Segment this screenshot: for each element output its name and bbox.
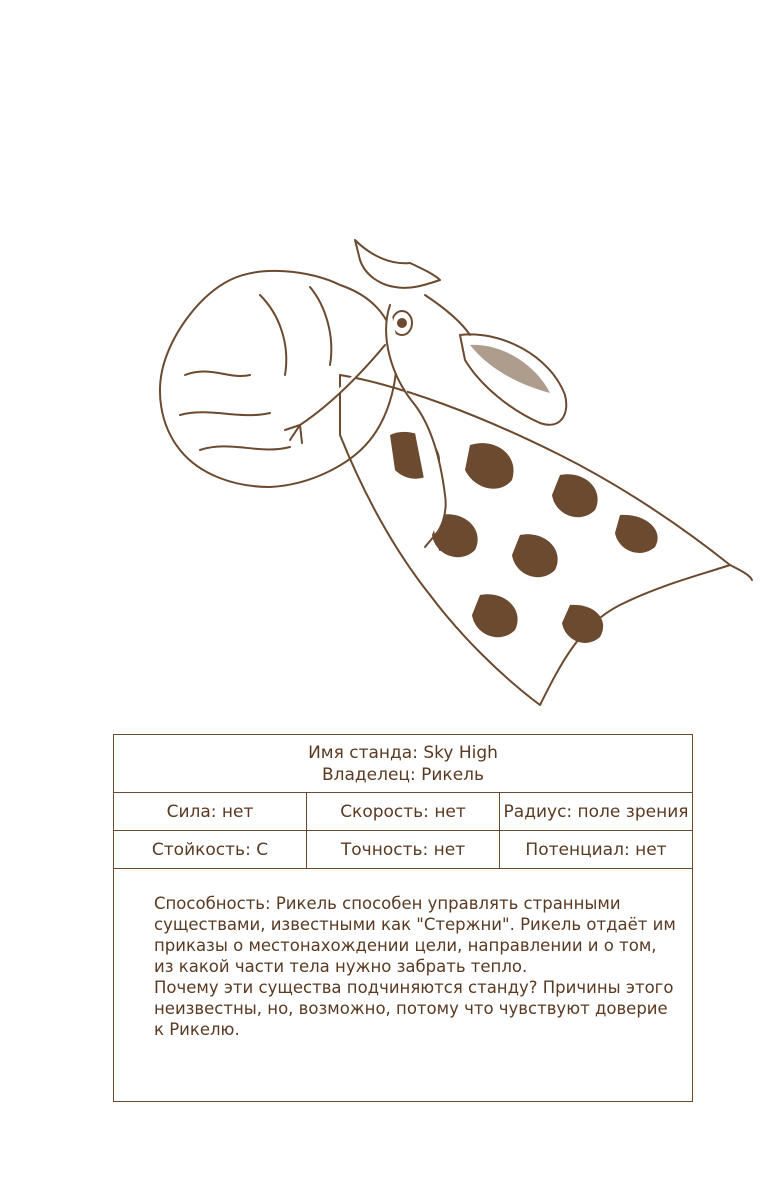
stat-strength: Сила: нет [114, 793, 307, 830]
stat-durability: Стойкость: С [114, 831, 307, 868]
stat-row-1 [114, 793, 692, 831]
stat-precision: Точность: нет [307, 831, 500, 868]
ability-line: из какой части тела нужно забрать тепло. [154, 957, 528, 976]
stand-illustration [140, 225, 760, 725]
card-header [114, 735, 692, 793]
creature-head [355, 240, 440, 288]
ability-line: неизвестны, но, возможно, потому что чувствуют доверие [154, 999, 668, 1018]
ability-line: Почему эти существа подчиняются станду? Причины этого [154, 978, 674, 997]
ability-line: Способность: Рикель способен управлять странными [154, 894, 621, 913]
stat-row-2 [114, 831, 692, 869]
stand-owner: Владелец: Рикель [321, 764, 485, 785]
creature-body [386, 305, 445, 535]
ability-description [114, 869, 692, 1040]
stand-info-card [113, 734, 693, 1102]
stat-speed: Скорость: нет [307, 793, 500, 830]
ability-line: к Рикелю. [154, 1020, 240, 1039]
stand-name: Имя станда: Sky High [308, 742, 498, 763]
stat-range: Радиус: поле зрения [503, 801, 689, 822]
ability-line: приказы о местонахождении цели, направлении и о том, [154, 936, 657, 955]
ability-line: существами, известными как "Стержни". Рикель отдаёт им [154, 915, 676, 934]
stat-potential: Потенциал: нет [525, 839, 667, 860]
